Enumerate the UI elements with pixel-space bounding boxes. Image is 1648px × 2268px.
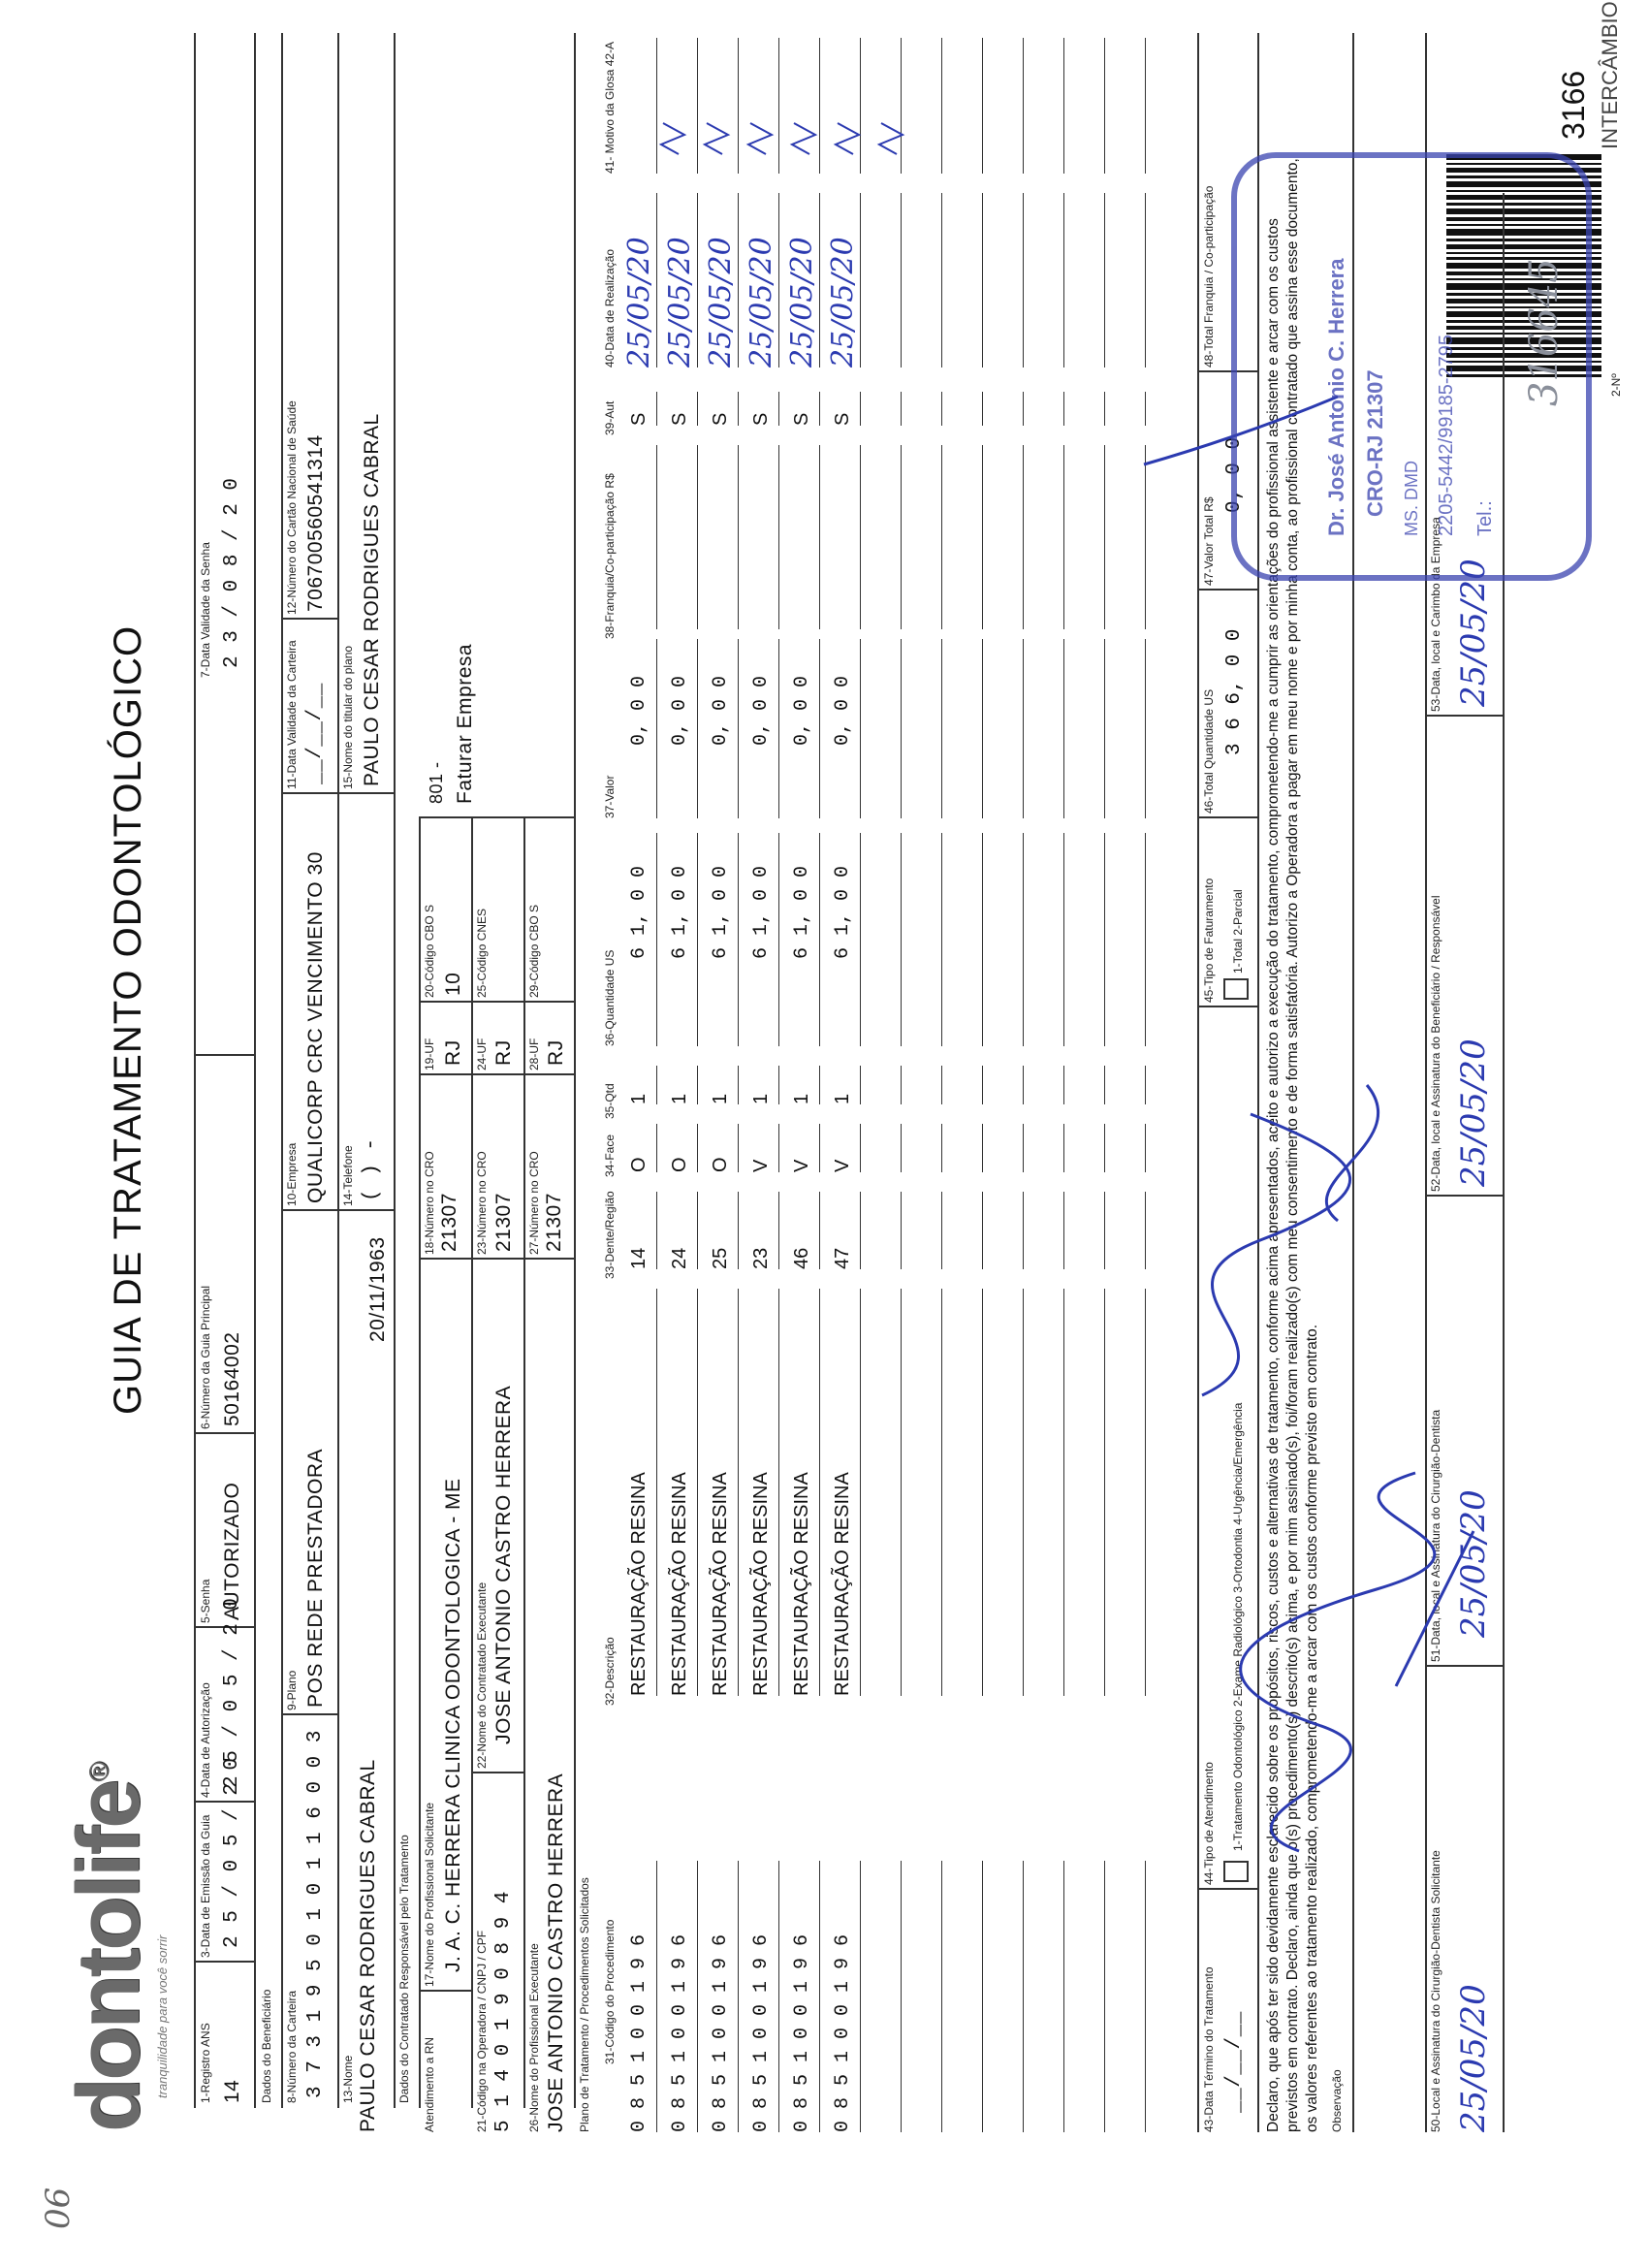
cro-requesting-value: 21307 — [438, 1193, 460, 1252]
cell-valor: 0, 0 0 — [791, 675, 813, 746]
cell-face: V — [832, 1159, 853, 1172]
observation-label: Observação — [1330, 2069, 1344, 2132]
cell-aut: S — [791, 412, 812, 426]
ans-value: 14 — [221, 2079, 243, 2103]
cell-qtd_us: 6 1, 0 0 — [791, 865, 813, 959]
cell-data: 25/05/20 — [745, 237, 778, 367]
plan-value: POS REDE PRESTADORA — [304, 1449, 327, 1708]
cell-aut: S — [750, 412, 772, 426]
cell-dente: 47 — [832, 1247, 853, 1269]
col-description-header: 32-Descrição — [603, 1637, 617, 1706]
margin-handwritten-mark: 06 — [39, 2187, 78, 2229]
col-value-header: 37-Valor — [603, 775, 617, 818]
billing-type-label: 45-Tipo de Faturamento — [1202, 878, 1216, 1003]
service-type-options: 1-Tratamento Odontológico 2-Exame Radiológico 3-Ortodontia 4-Urgência/Emergência — [1231, 1402, 1245, 1851]
cro-professional-value: 21307 — [543, 1193, 565, 1252]
col-copay-header: 38-Franquia/Co-participação R$ — [603, 473, 617, 639]
password-validity-value: 2 3 / 0 8 / 2 0 — [221, 477, 243, 668]
cell-valor: 0, 0 0 — [628, 675, 650, 746]
end-date-label: 43-Data Término do Tratamento — [1202, 1966, 1216, 2132]
logo-registered: ® — [83, 1765, 114, 1782]
ans-label: 1-Registro ANS — [199, 2023, 212, 2103]
cell-aut: S — [669, 412, 690, 426]
col-us-header: 36-Quantidade US — [603, 949, 617, 1046]
cell-face: V — [791, 1159, 812, 1172]
stamp-line-5: Tel.: — [1474, 500, 1496, 536]
procedures-section: Plano de Tratamento / Procedimentos Solicitados — [578, 1877, 591, 2132]
cell-descricao: RESTAURAÇÃO RESINA — [710, 1472, 731, 1696]
col-date-header: 40-Data de Realização — [603, 248, 617, 367]
logo-brand: dontolife — [59, 1781, 158, 2132]
beneficiary-section: Dados do Beneficiário — [260, 1989, 273, 2103]
cell-codigo: 0 8 5 1 0 0 1 9 6 — [832, 1933, 854, 2132]
card-validity-value: __/__/__ — [304, 683, 327, 784]
operator-code-value: 5 1 4 0 1 9 0 8 9 4 — [492, 1891, 515, 2132]
requesting-professional-value: J. A. C. HERRERA CLINICA ODONTOLOGICA - ME — [442, 1478, 464, 1972]
uf-requesting-label: 19-UF — [423, 1038, 436, 1070]
password-label: 5-Senha — [199, 1579, 212, 1623]
intercambio-label: INTERCÂMBIO — [1598, 1, 1622, 149]
cro-requesting-label: 18-Número no CRO — [423, 1151, 436, 1255]
declaration-line-3: os valores referentes ao tratamento realizado, comprometendo-me a arcar com os custos conforme previsto em contrato. — [1304, 1324, 1320, 2132]
uf-professional-value: RJ — [545, 1039, 567, 1066]
cro-executing-label: 23-Número no CRO — [475, 1151, 489, 1255]
cell-data: 25/05/20 — [663, 237, 697, 367]
stamp-line-1: Dr. José Antonio C. Herrera — [1324, 258, 1348, 536]
cell-qtd: 1 — [750, 1093, 772, 1104]
declaration-line-2: previstos em contrato. Declaro, ainda que o(s) procedimento(s) descrito(s) acima, e por mim assinado(s), foi/foram realizado(s) com meu consentimento e de forma satisfatória. Autorizo a Operadora a pagar em meu nome e por minha conta, ao profissional contratado que assina esse documento, — [1284, 158, 1301, 2132]
billing-text: Faturar Empresa — [454, 643, 476, 804]
service-type-label: 44-Tipo de Atendimento — [1202, 1762, 1216, 1885]
name-value: PAULO CESAR RODRIGUES CABRAL — [357, 1759, 379, 2132]
signature-51-date: 25/05/20 — [1454, 1489, 1493, 1638]
cell-dente: 46 — [791, 1247, 812, 1269]
uf-executing-value: RJ — [492, 1039, 515, 1066]
phone-label: 14-Telefone — [341, 1145, 355, 1206]
total-copay-label: 48-Total Franquia / Co-participação — [1202, 185, 1216, 367]
cell-dente: 25 — [710, 1247, 731, 1269]
handwritten-guide-number: 316645 — [1522, 258, 1567, 406]
cell-data: 25/05/20 — [826, 237, 860, 367]
name-label: 13-Nome — [341, 2055, 355, 2103]
cns-label: 12-Número do Cartão Nacional de Saúde — [285, 400, 299, 615]
col-code-header: 31-Código do Procedimento — [603, 1919, 617, 2064]
signature-53-label: 53-Data, local e Carimbo da Empresa — [1429, 517, 1442, 712]
newborn-label: Atendimento a RN — [423, 2036, 436, 2132]
card-number-value: 3 7 3 1 9 5 0 1 0 1 1 6 0 0 3 — [304, 1730, 327, 2098]
cell-valor: 0, 0 0 — [669, 675, 691, 746]
executing-contractor-value: JOSE ANTONIO CASTRO HERRERA — [492, 1385, 515, 1744]
guide-number: 3166 — [1556, 70, 1591, 140]
holder-label: 15-Nome do titular do plano — [341, 645, 355, 789]
cell-aut: S — [832, 412, 853, 426]
signature-52-label: 52-Data, local e Assinatura do Beneficiário / Responsável — [1429, 895, 1442, 1192]
stamp-line-4: 2205-5442/99185-2795 — [1436, 335, 1457, 536]
cell-dente: 23 — [750, 1247, 772, 1269]
cns-value: 706700560541314 — [304, 434, 327, 612]
cell-qtd_us: 6 1, 0 0 — [710, 865, 732, 959]
dentist-stamp — [1231, 152, 1592, 581]
cell-qtd_us: 6 1, 0 0 — [669, 865, 691, 959]
cell-dente: 24 — [669, 1247, 690, 1269]
card-validity-label: 11-Data Validade da Carteira — [285, 640, 299, 789]
total-us-value: 3 6 6, 0 0 — [1223, 627, 1246, 755]
signature-53-date: 25/05/20 — [1454, 559, 1493, 707]
cell-aut: S — [628, 412, 650, 426]
cbo-professional-label: 29-Código CBO S — [527, 904, 541, 998]
cbo-requesting-value: 10 — [442, 972, 464, 996]
cell-valor: 0, 0 0 — [832, 675, 854, 746]
col-face-header: 34-Face — [603, 1134, 617, 1177]
cell-qtd: 1 — [628, 1093, 650, 1104]
cell-data: 25/05/20 — [622, 237, 656, 367]
card-number-label: 8-Número da Carteira — [285, 1990, 299, 2103]
cell-qtd_us: 6 1, 0 0 — [750, 865, 773, 959]
col-auth-header: 39-Aut — [603, 400, 617, 435]
col-tooth-header: 33-Dente/Região — [603, 1191, 617, 1279]
cell-codigo: 0 8 5 1 0 0 1 9 6 — [750, 1933, 773, 2132]
cnes-label: 25-Código CNES — [475, 908, 489, 998]
cell-face: V — [750, 1159, 772, 1172]
cell-data: 25/05/20 — [704, 237, 738, 367]
total-value-value: 0, 0 0 — [1223, 436, 1246, 513]
stamp-line-2: CRO-RJ 21307 — [1363, 369, 1387, 517]
cell-descricao: RESTAURAÇÃO RESINA — [750, 1472, 772, 1696]
birth-date-value: 20/11/1963 — [366, 1236, 389, 1342]
col-gloss-header: 41- Motivo da Glosa 42-A — [603, 41, 617, 174]
company-label: 10-Empresa — [285, 1142, 299, 1206]
emission-date-value: 2 5 / 0 5 / 2 0 — [221, 1757, 243, 1948]
signature-51-label: 51-Data, local e Assinatura do Cirurgião-Dentista — [1429, 1409, 1442, 1662]
cell-descricao: RESTAURAÇÃO RESINA — [832, 1472, 853, 1696]
guide-number-label: 2-Nº — [1609, 373, 1623, 397]
emission-date-label: 3-Data de Emissão da Guia — [199, 1814, 212, 1958]
stamp-line-3: MS. DMD — [1402, 461, 1421, 536]
cell-qtd_us: 6 1, 0 0 — [628, 865, 650, 959]
authorization-date-value: 2 5 / 0 5 / 2 0 — [221, 1597, 243, 1788]
cell-descricao: RESTAURAÇÃO RESINA — [628, 1472, 650, 1696]
logo-tagline: tranquilidade para você sorrir — [155, 1934, 170, 2098]
cell-qtd: 1 — [710, 1093, 731, 1104]
contracted-section: Dados do Contratado Responsável pelo Tratamento — [397, 1835, 411, 2103]
cro-executing-value: 21307 — [492, 1193, 515, 1252]
uf-executing-label: 24-UF — [475, 1038, 489, 1070]
executing-professional-value: JOSE ANTONIO CASTRO HERRERA — [545, 1773, 567, 2132]
executing-contractor-label: 22-Nome do Contratado Executante — [475, 1581, 489, 1769]
billing-type-options: 1-Total 2-Parcial — [1231, 889, 1245, 974]
page-title: GUIA DE TRATAMENTO ODONTOLÓGICO — [107, 624, 149, 1415]
phone-value: ( ) - — [361, 1137, 383, 1201]
cell-face: O — [710, 1157, 731, 1172]
company-value: QUALICORP CRC VENCIMENTO 30 — [304, 851, 327, 1203]
cell-face: O — [628, 1157, 650, 1172]
holder-value: PAULO CESAR RODRIGUES CABRAL — [361, 413, 383, 786]
cell-codigo: 0 8 5 1 0 0 1 9 6 — [628, 1933, 650, 2132]
signature-50-label: 50-Local e Assinatura do Cirurgião-Dentista Solicitante — [1429, 1850, 1442, 2132]
signature-50-date: 25/05/20 — [1454, 1984, 1493, 2132]
cell-valor: 0, 0 0 — [710, 675, 732, 746]
cbo-requesting-label: 20-Código CBO S — [423, 904, 436, 998]
cell-codigo: 0 8 5 1 0 0 1 9 6 — [669, 1933, 691, 2132]
main-guide-value: 50164002 — [221, 1331, 243, 1426]
cell-aut: S — [710, 412, 731, 426]
cell-qtd: 1 — [791, 1093, 812, 1104]
cell-descricao: RESTAURAÇÃO RESINA — [791, 1472, 812, 1696]
uf-professional-label: 28-UF — [527, 1038, 541, 1070]
operator-code-label: 21-Código na Operadora / CNPJ / CPF — [475, 1930, 489, 2132]
cell-qtd_us: 6 1, 0 0 — [832, 865, 854, 959]
cell-codigo: 0 8 5 1 0 0 1 9 6 — [791, 1933, 813, 2132]
requesting-professional-label: 17-Nome do Profissional Solicitante — [423, 1802, 436, 1987]
col-qty-header: 35-Qtd — [603, 1083, 617, 1119]
total-value-label: 47-Valor Total R$ — [1202, 496, 1216, 586]
password-validity-label: 7-Data Validade da Senha — [199, 542, 212, 678]
declaration-line-1: Declaro, que após ter sido devidamente esclarecido sobre os propósitos, riscos, custos e alternativas de tratamento, conforme acima apresentados, aceito e autorizo a execução do tratamento, comprometendo-me a cumprir as orientações do profissional assistente e arcar com os custos — [1265, 218, 1282, 2132]
uf-requesting-value: RJ — [442, 1039, 464, 1066]
cro-professional-label: 27-Número no CRO — [527, 1151, 541, 1255]
total-us-label: 46-Total Quantidade US — [1202, 688, 1216, 814]
signature-52-date: 25/05/20 — [1454, 1038, 1493, 1187]
cell-descricao: RESTAURAÇÃO RESINA — [669, 1472, 690, 1696]
main-guide-label: 6-Número da Guia Principal — [199, 1285, 212, 1429]
cell-dente: 14 — [628, 1247, 650, 1269]
cell-valor: 0, 0 0 — [750, 675, 773, 746]
plan-label: 9-Plano — [285, 1670, 299, 1710]
cell-qtd: 1 — [669, 1093, 690, 1104]
cell-codigo: 0 8 5 1 0 0 1 9 6 — [710, 1933, 732, 2132]
cell-face: O — [669, 1157, 690, 1172]
cell-data: 25/05/20 — [785, 237, 819, 367]
cell-qtd: 1 — [832, 1093, 853, 1104]
billing-code: 801 - — [427, 761, 446, 804]
end-date-value: __/__/__ — [1223, 2011, 1246, 2113]
password-value: AUTORIZADO — [221, 1482, 243, 1620]
executing-professional-label: 26-Nome do Profissional Executante — [527, 1943, 541, 2132]
authorization-date-label: 4-Data de Autorização — [199, 1682, 212, 1798]
